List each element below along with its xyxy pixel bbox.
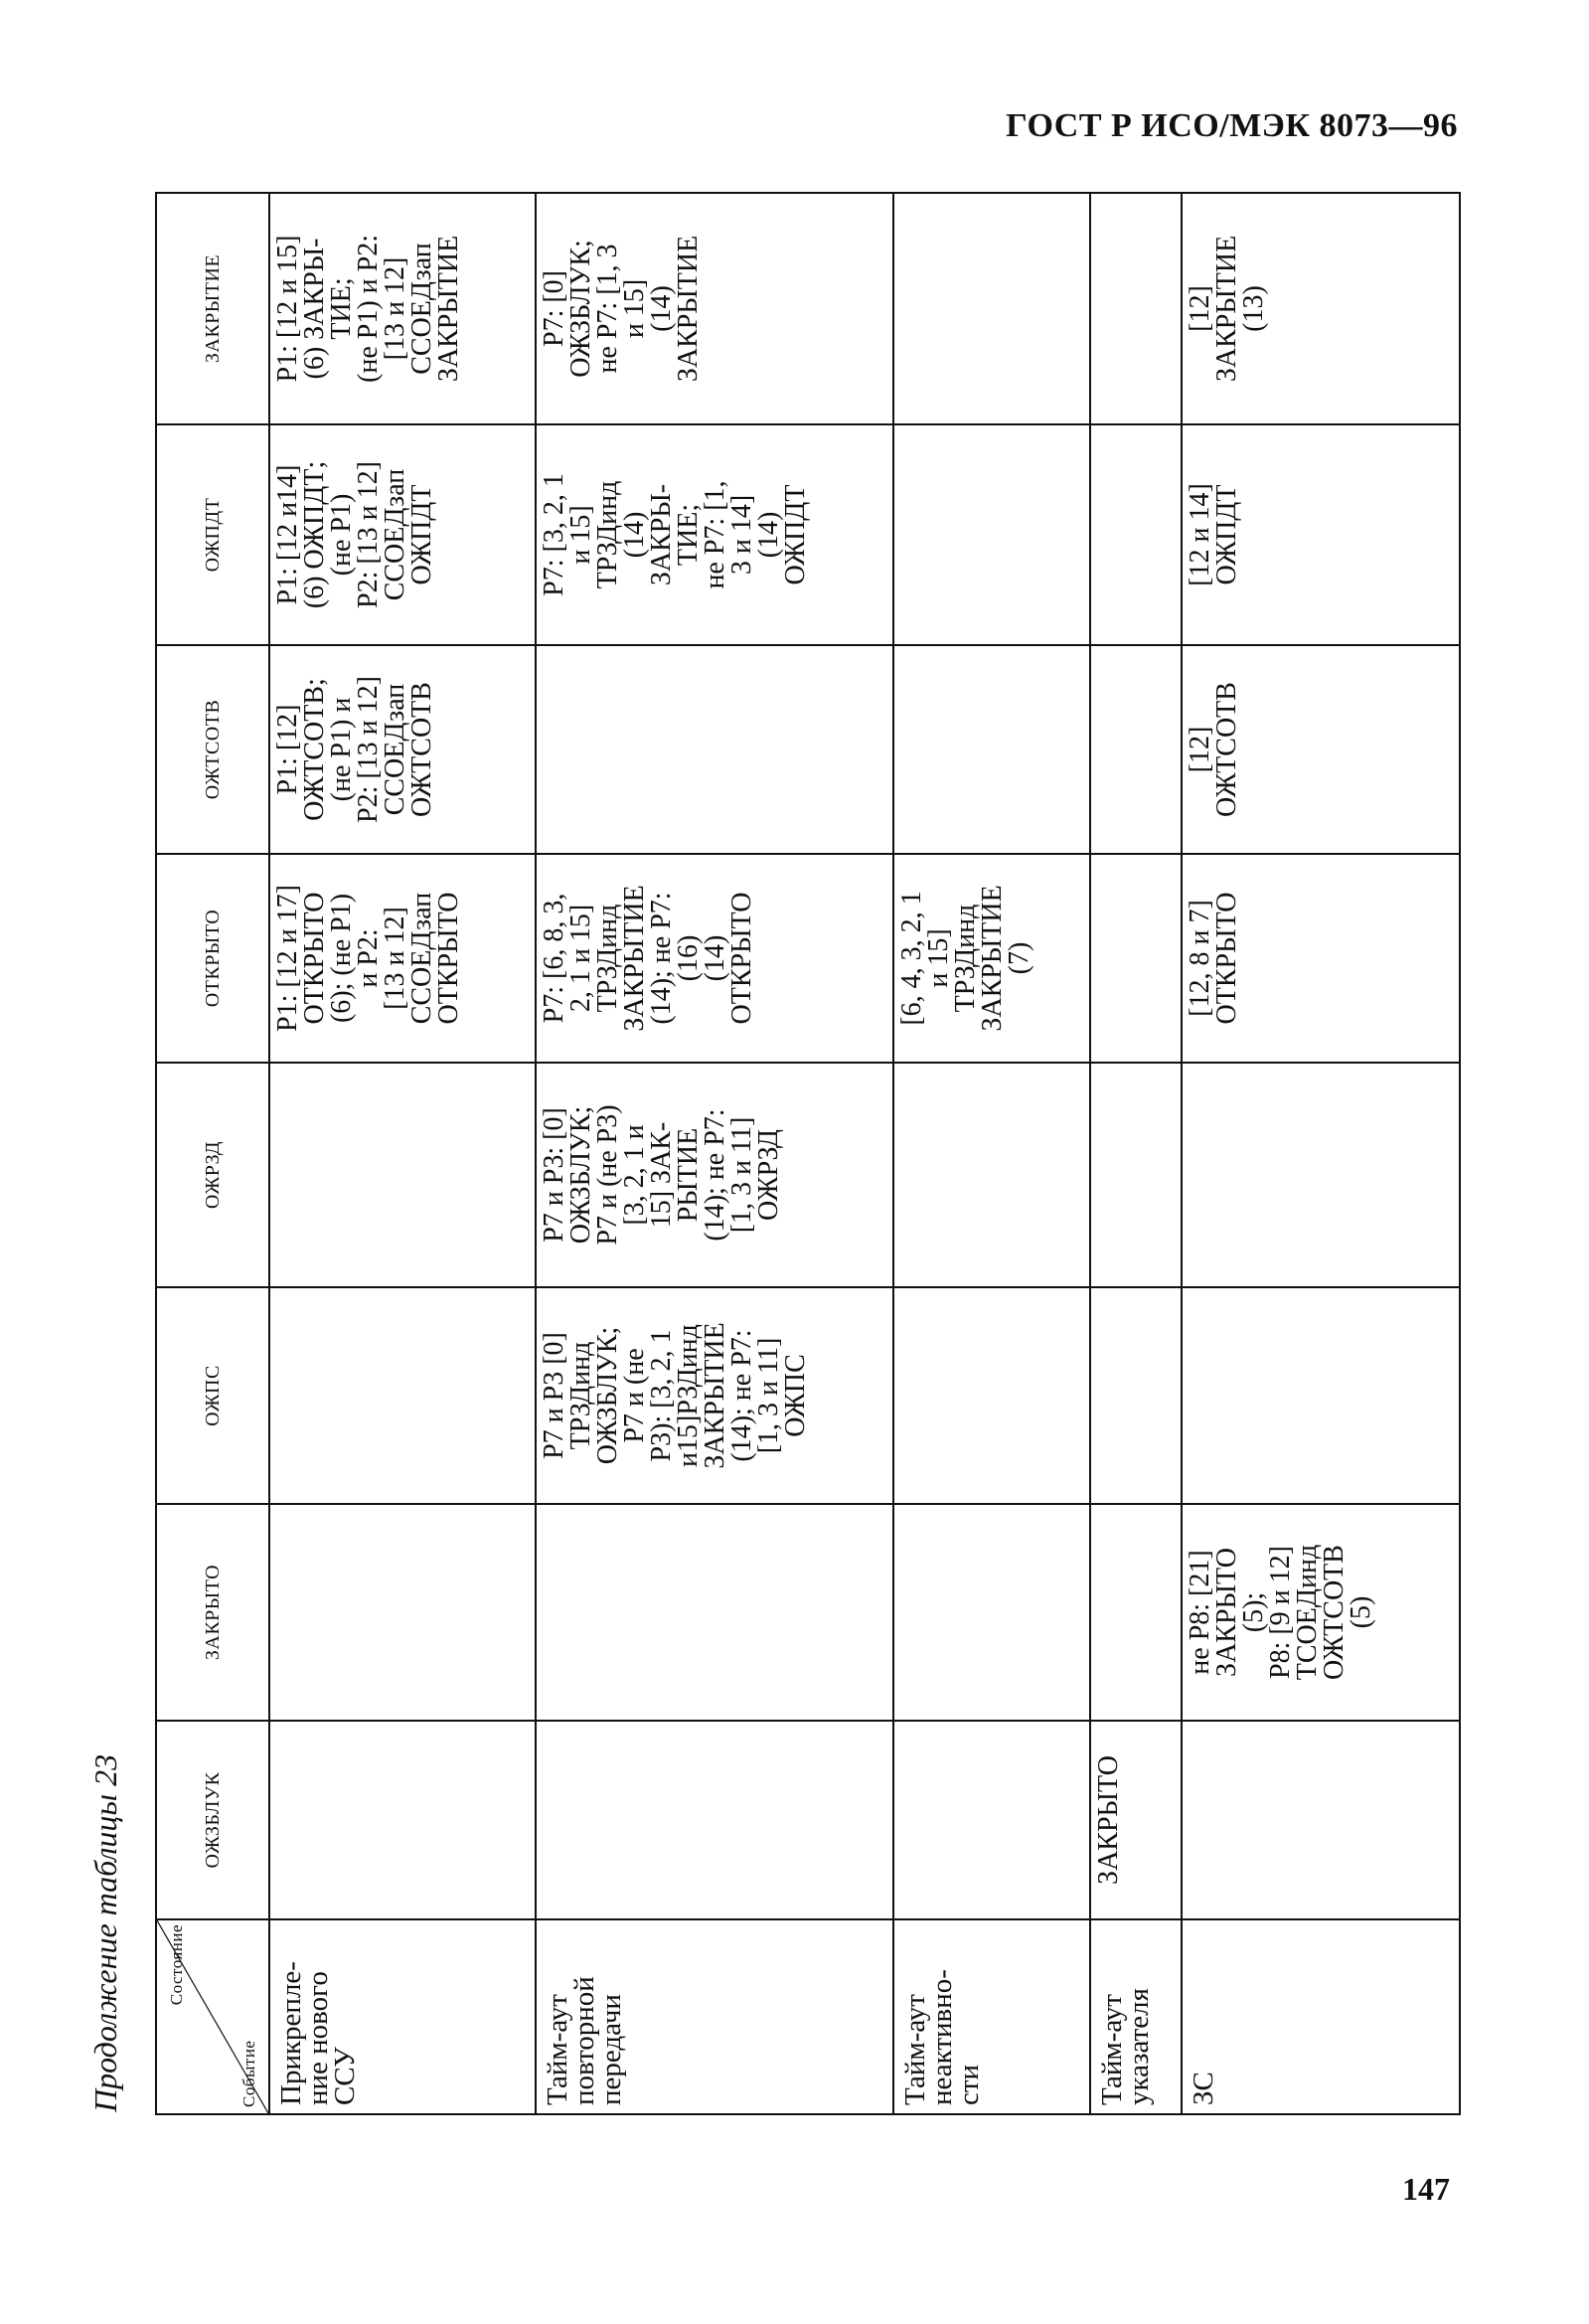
table-cell <box>1090 193 1182 424</box>
corner-event-label: Событие <box>239 2040 258 2107</box>
table-cell <box>269 1721 536 1919</box>
event-cell: Тайм-аут неактивно- сти <box>893 1919 1090 2114</box>
header-row <box>156 193 269 2114</box>
column-header: ОЖЗБЛУК <box>156 1721 269 1919</box>
table-cell <box>536 1504 893 1721</box>
table-cell: P7: [6, 8, 3, 2, 1 и 15] ТРЗДинд ЗАКРЫТИЕ (14); не P7: (16) (14) ОТКРЫТО <box>536 854 893 1063</box>
table-cell: [6, 4, 3, 2, 1 и 15] ТРЗДинд ЗАКРЫТИЕ (7) <box>893 854 1090 1063</box>
table-row <box>1090 193 1182 2114</box>
column-header: ОЖПДТ <box>156 424 269 645</box>
table-cell <box>893 1721 1090 1919</box>
table-cell: P7 и P3 [0] ТРЗДинд ОЖЗБЛУК; P7 и (не P3): [3, 2, 1 и15]РЗДинд ЗАКРЫТИЕ (14); не P7: [1, 3 и 11] ОЖПС <box>536 1287 893 1504</box>
event-cell: Тайм-аут повторной передачи <box>536 1919 893 2114</box>
table-cell <box>1090 1063 1182 1287</box>
table-row <box>893 193 1090 2114</box>
table-cell <box>1090 1504 1182 1721</box>
table-cell: P1: [12 и14] (6) ОЖПДТ; (не P1) P2: [13 и 12] ССОЕДзап ОЖПДТ <box>269 424 536 645</box>
corner-state-label: Состояние <box>167 1924 186 2006</box>
table-row <box>269 193 536 2114</box>
table-rotated-wrapper <box>155 194 1449 2115</box>
table-cell <box>893 1287 1090 1504</box>
column-header: ОЖРЗД <box>156 1063 269 1287</box>
table-cell <box>893 1063 1090 1287</box>
table-cell <box>269 1287 536 1504</box>
table-cell: [12, 8 и 7] ОТКРЫТО <box>1182 854 1460 1063</box>
state-transition-table <box>155 192 1461 2115</box>
table-cell <box>269 1063 536 1287</box>
table-cell: [12] ЗАКРЫТИЕ (13) <box>1182 193 1460 424</box>
table-cell: P7: [3, 2, 1 и 15] ТРЗДинд (14) ЗАКРЫ- ТИЕ; не P7: [1, 3 и 14] (14) ОЖПДТ <box>536 424 893 645</box>
state-table-rotated <box>155 194 1449 2115</box>
table-cell <box>536 645 893 854</box>
table-cell <box>893 193 1090 424</box>
column-header: ОТКРЫТО <box>156 854 269 1063</box>
table-cell: P1: [12] ОЖТСОТВ; (не P1) и P2: [13 и 12] ССОЕДзап ОЖТСОТВ <box>269 645 536 854</box>
table-cell: [12 и 14] ОЖПДТ <box>1182 424 1460 645</box>
table-cell <box>269 1504 536 1721</box>
event-cell: ЗС <box>1182 1919 1460 2114</box>
table-cell <box>1182 1063 1460 1287</box>
page-number: 147 <box>1402 2171 1450 2207</box>
table-cell <box>893 1504 1090 1721</box>
table-row <box>536 193 893 2114</box>
table-cell: P1: [12 и 17] ОТКРЫТО (6); (не P1) и P2: [13 и 12] ССОЕДзап ОТКРЫТО <box>269 854 536 1063</box>
table-cell: ЗАКРЫТО <box>1090 1721 1182 1919</box>
table-continuation-caption: Продолжение таблицы 23 <box>87 1753 123 2112</box>
column-header: ОЖТСОТВ <box>156 645 269 854</box>
table-row <box>1182 193 1460 2114</box>
table-cell <box>1090 854 1182 1063</box>
table-cell: P7 и P3: [0] ОЖЗБЛУК; P7 и (не P3) [3, 2, 1 и 15] ЗАК- РЫТИЕ (14); не P7: [1, 3 и 11] ОЖРЗД <box>536 1063 893 1287</box>
table-cell <box>1090 645 1182 854</box>
table-cell <box>1090 424 1182 645</box>
event-cell: Тайм-аут указателя <box>1090 1919 1182 2114</box>
column-header: ЗАКРЫТИЕ <box>156 193 269 424</box>
table-cell: [12] ОЖТСОТВ <box>1182 645 1460 854</box>
table-cell <box>1182 1287 1460 1504</box>
column-header: ЗАКРЫТО <box>156 1504 269 1721</box>
table-cell <box>893 424 1090 645</box>
table-cell <box>893 645 1090 854</box>
table-cell <box>1090 1287 1182 1504</box>
table-cell: P1: [12 и 15] (6) ЗАКРЫ- ТИЕ; (не P1) и P2: [13 и 12] ССОЕДзап ЗАКРЫТИЕ <box>269 193 536 424</box>
table-cell: не P8: [21] ЗАКРЫТО (5); P8: [9 и 12] ТСОЕДинд ОЖТСОТВ (5) <box>1182 1504 1460 1721</box>
table-cell <box>536 1721 893 1919</box>
event-cell: Прикрепле- ние нового ССУ <box>269 1919 536 2114</box>
corner-cell <box>156 1919 269 2114</box>
table-cell <box>1182 1721 1460 1919</box>
column-header: ОЖПС <box>156 1287 269 1504</box>
table-cell: P7: [0] ОЖЗБЛУК; не P7: [1, 3 и 15] (14) ЗАКРЫТИЕ <box>536 193 893 424</box>
standard-header: ГОСТ Р ИСО/МЭК 8073—96 <box>1006 107 1458 144</box>
